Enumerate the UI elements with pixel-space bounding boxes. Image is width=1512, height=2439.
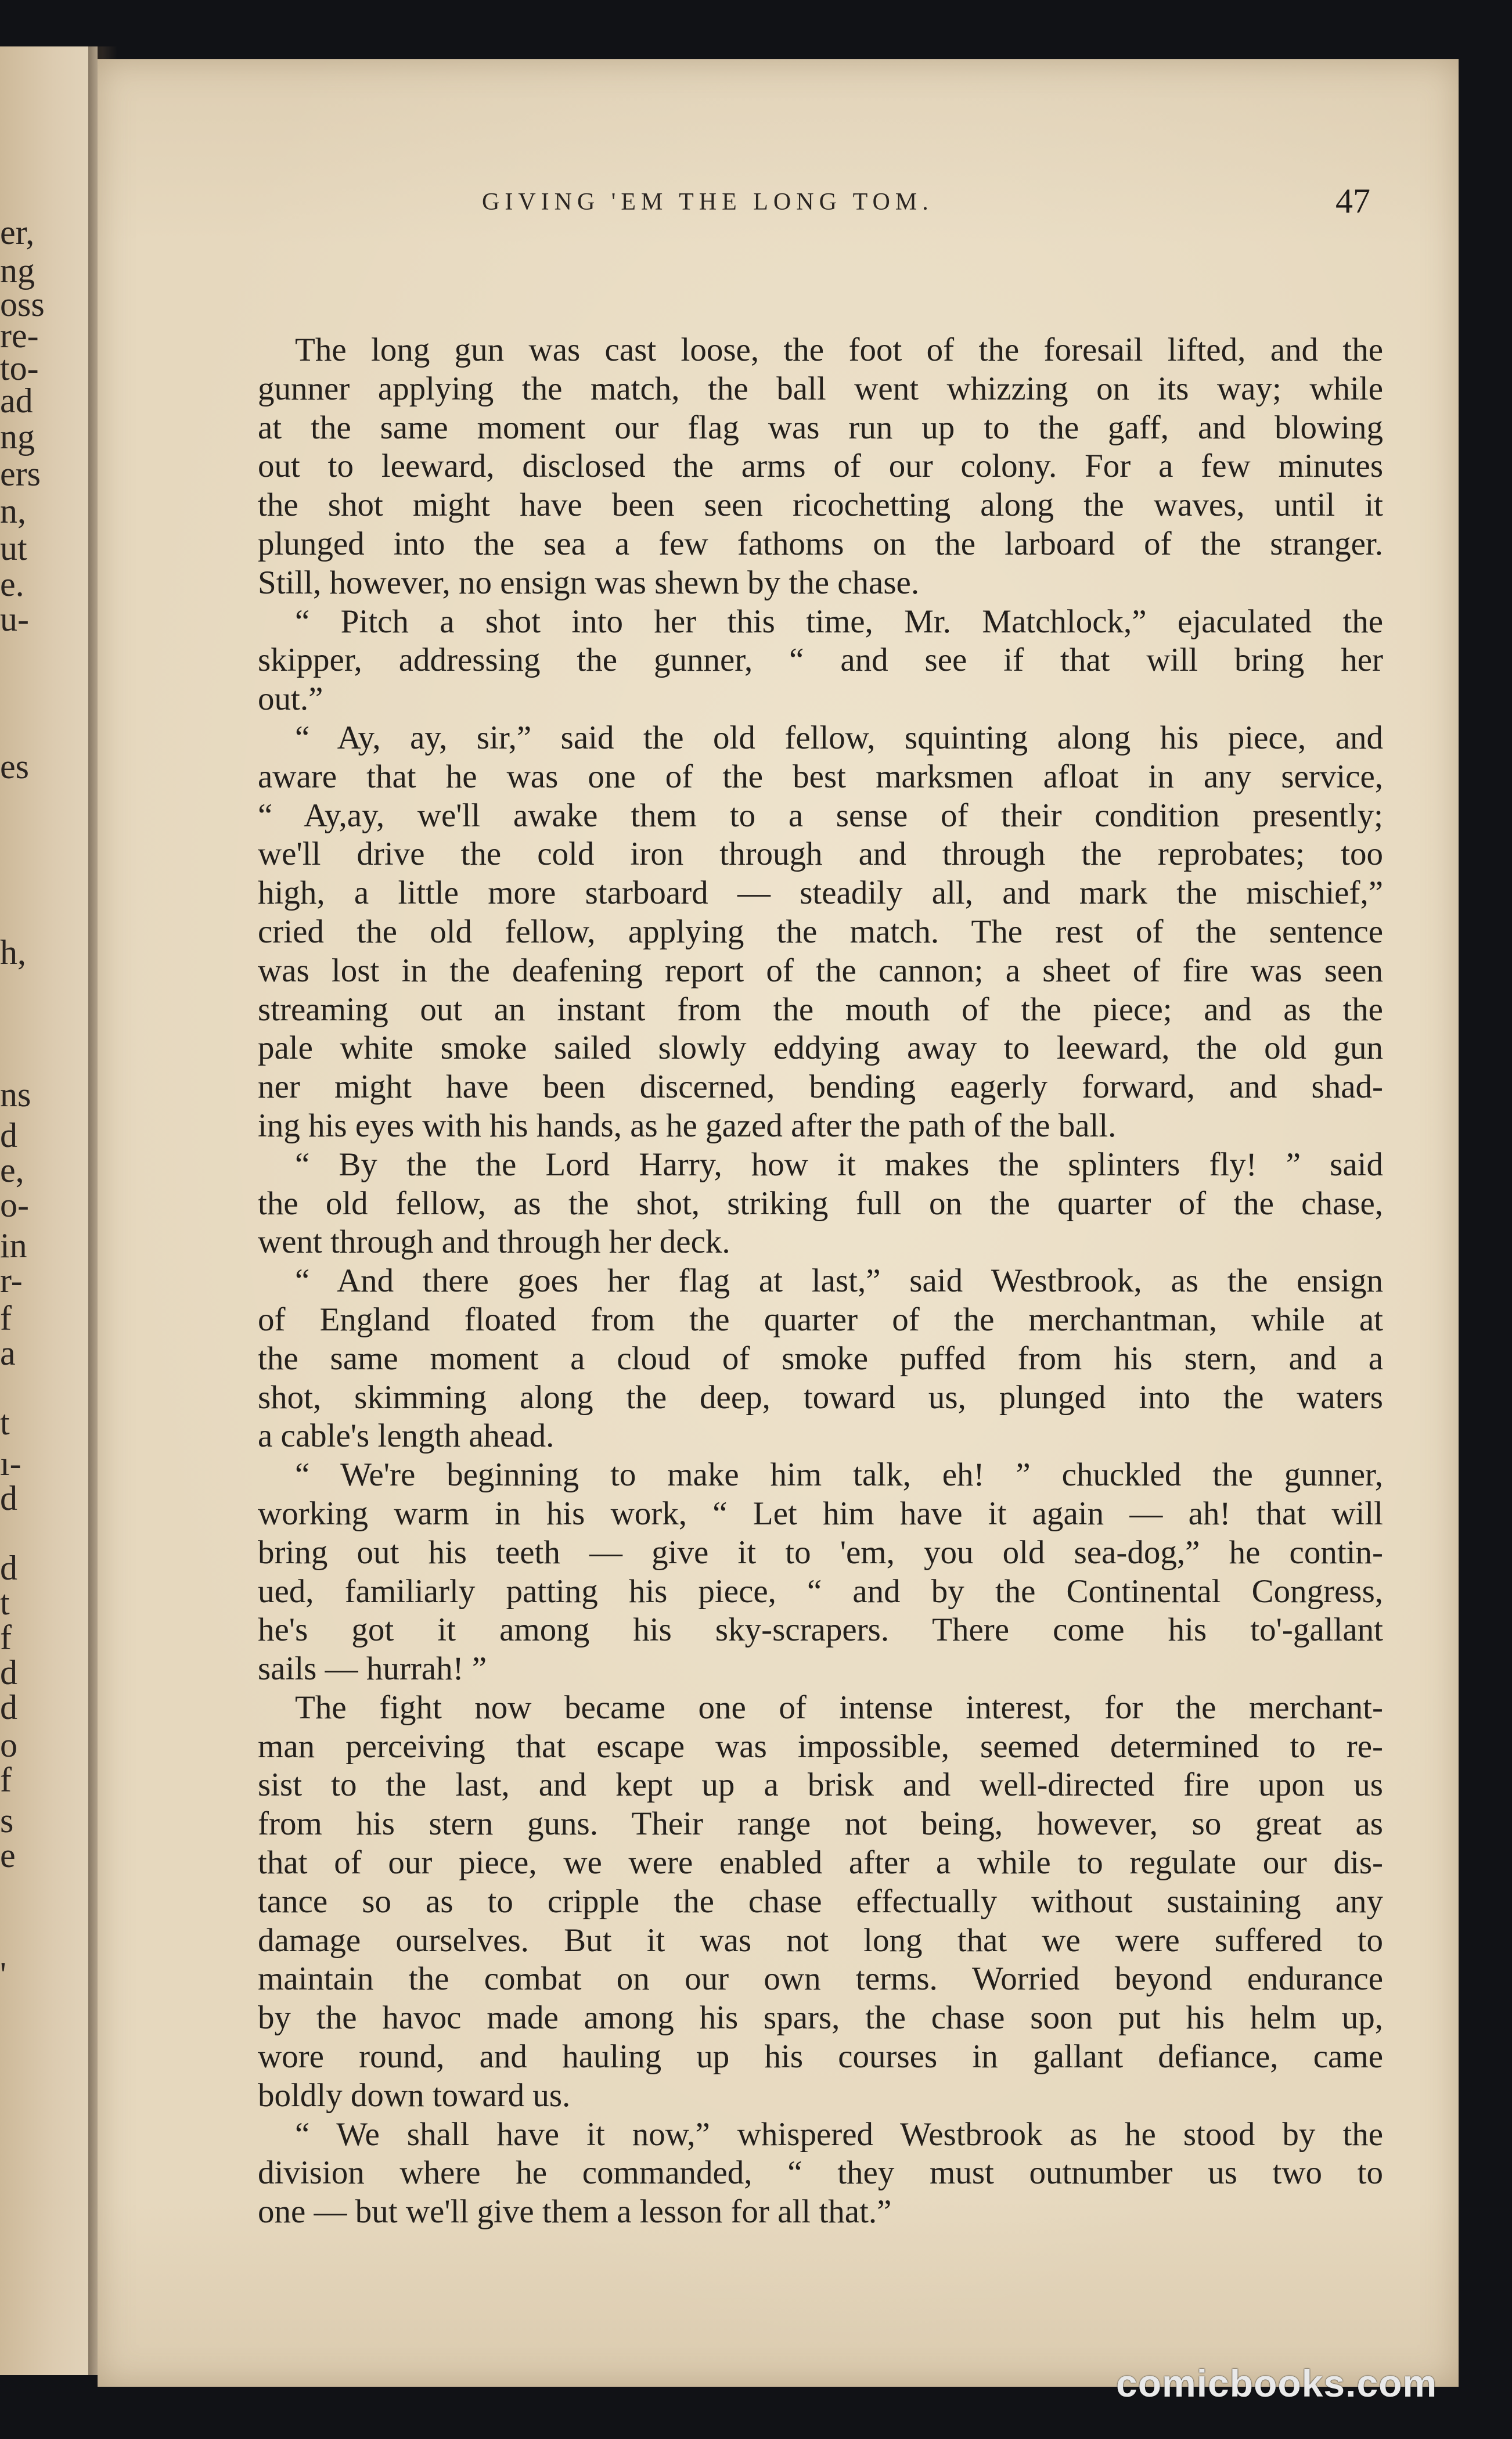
facing-page-fragment: in <box>0 1226 27 1265</box>
facing-page-text-fragments <box>0 46 98 2375</box>
facing-page-fragment: oss <box>0 285 45 323</box>
text-line: cried the old fellow, applying the match. The rest of the sentence <box>258 913 1383 950</box>
facing-page-fragment: o- <box>0 1186 29 1224</box>
text-line: The fight now became one of intense interest, for the merchant- <box>295 1689 1383 1726</box>
text-line: plunged into the sea a few fathoms on the larboard of the stranger. <box>258 525 1383 562</box>
text-line: sist to the last, and kept up a brisk and well-directed fire upon us <box>258 1767 1383 1804</box>
text-line: working warm in his work, “ Let him have it again — ah! that will <box>258 1495 1383 1532</box>
text-line: “ Pitch a shot into her this time, Mr. Matchlock,” ejaculated the <box>295 603 1383 640</box>
text-line: division where he commanded, “ they must outnumber us two to <box>258 2154 1383 2192</box>
facing-page-fragment: d <box>0 1549 17 1587</box>
text-line: of England floated from the quarter of the merchantman, while at <box>258 1301 1383 1338</box>
facing-page-fragment: to- <box>0 349 39 387</box>
text-line: the old fellow, as the shot, striking full on the quarter of the chase, <box>258 1185 1383 1222</box>
facing-page-fragment: o <box>0 1726 17 1764</box>
text-line: was lost in the deafening report of the cannon; a sheet of fire was seen <box>258 952 1383 989</box>
text-line: high, a little more starboard — steadily all, and mark the mischief,” <box>258 875 1383 912</box>
text-line: one — but we'll give them a lesson for all that.” <box>258 2193 892 2231</box>
facing-page-fragment: ers <box>0 455 41 493</box>
text-line: Still, however, no ensign was shewn by the chase. <box>258 564 920 601</box>
facing-page-fragment: re- <box>0 316 39 355</box>
facing-page-fragment: f <box>0 1299 12 1337</box>
text-line: streaming out an instant from the mouth of the piece; and as the <box>258 991 1383 1028</box>
facing-page-fragment: ut <box>0 529 27 567</box>
text-line: sails — hurrah! ” <box>258 1650 487 1688</box>
text-line: he's got it among his sky-scrapers. There come his to'-gallant <box>258 1611 1383 1649</box>
text-line: boldly down toward us. <box>258 2077 571 2114</box>
facing-page-fragment: ad <box>0 382 33 420</box>
text-line: “ And there goes her flag at last,” said Westbrook, as the ensign <box>295 1262 1383 1300</box>
text-line: wore round, and hauling up his courses in gallant defiance, came <box>258 2038 1383 2075</box>
facing-page-fragment: a <box>0 1334 16 1372</box>
facing-page-fragment: t <box>0 1404 10 1442</box>
facing-page-fragment: d <box>0 1688 17 1726</box>
facing-page-fragment: ng <box>0 251 35 290</box>
facing-page-fragment: e. <box>0 565 24 603</box>
text-line: the same moment a cloud of smoke puffed from his stern, and a <box>258 1340 1383 1377</box>
text-line: we'll drive the cold iron through and through the reprobates; too <box>258 836 1383 873</box>
site-watermark <box>1116 2361 1488 2413</box>
text-line: from his stern guns. Their range not being, however, so great as <box>258 1805 1383 1843</box>
text-line: “ By the the Lord Harry, how it makes the splinters fly! ” said <box>295 1146 1383 1183</box>
facing-page-fragment: e <box>0 1836 16 1875</box>
text-line: the shot might have been seen ricochetting along the waves, until it <box>258 487 1383 524</box>
facing-page-fragment: d <box>0 1116 17 1154</box>
text-line: damage ourselves. But it was not long that we were suffered to <box>258 1922 1383 1959</box>
text-line: out to leeward, disclosed the arms of our colony. For a few minutes <box>258 448 1383 485</box>
text-line: “ We shall have it now,” whispered Westbrook as he stood by the <box>295 2116 1383 2153</box>
facing-page-fragment: r- <box>0 1261 23 1300</box>
facing-page-fragment: ng <box>0 418 35 456</box>
facing-page-fragment: e, <box>0 1151 24 1189</box>
text-line: ing his eyes with his hands, as he gazed after the path of the ball. <box>258 1107 1117 1144</box>
text-line: went through and through her deck. <box>258 1224 730 1261</box>
text-line: “ Ay, ay, sir,” said the old fellow, squinting along his piece, and <box>295 719 1383 756</box>
text-line: that of our piece, we were enabled after a while to regulate our dis- <box>258 1844 1383 1882</box>
facing-page-fragment: ns <box>0 1075 31 1114</box>
facing-page-fragment: es <box>0 747 29 786</box>
text-line: The long gun was cast loose, the foot of the foresail lifted, and the <box>295 332 1383 368</box>
text-line: pale white smoke sailed slowly eddying away to leeward, the old gun <box>258 1030 1383 1067</box>
facing-page-fragment: f <box>0 1618 12 1657</box>
text-line: ued, familiarly patting his piece, “ and by the Continental Congress, <box>258 1573 1383 1610</box>
text-line: tance so as to cripple the chase effectually without sustaining any <box>258 1883 1383 1920</box>
text-line: skipper, addressing the gunner, “ and see if that will bring her <box>258 642 1383 679</box>
text-line: “ We're beginning to make him talk, eh! ” chuckled the gunner, <box>295 1456 1383 1494</box>
facing-page-fragment: d <box>0 1653 17 1692</box>
text-line: out.” <box>258 681 323 718</box>
facing-page-fragment: ı- <box>0 1444 21 1483</box>
text-line: man perceiving that escape was impossible, seemed determined to re- <box>258 1728 1383 1765</box>
facing-page-fragment: t <box>0 1584 10 1622</box>
facing-page-fragment: h, <box>0 933 26 972</box>
facing-page-fragment: n, <box>0 492 26 530</box>
text-line: “ Ay,ay, we'll awake them to a sense of their condition presently; <box>258 797 1383 834</box>
facing-page-fragment: u- <box>0 600 29 638</box>
watermark-text: comicbooks.com <box>1116 2362 1438 2405</box>
page-number: 47 <box>1335 182 1370 220</box>
text-line: bring out his teeth — give it to 'em, you old sea-dog,” he contin- <box>258 1534 1383 1571</box>
text-line: by the havoc made among his spars, the chase soon put his helm up, <box>258 1999 1383 2037</box>
text-line: maintain the combat on our own terms. Worried beyond endurance <box>258 1960 1383 1998</box>
text-line: shot, skimming along the deep, toward us, plunged into the waters <box>258 1379 1383 1416</box>
facing-page-fragment: s <box>0 1801 14 1840</box>
facing-page-edge <box>0 46 98 2375</box>
book-page <box>98 59 1459 2387</box>
text-line: ner might have been discerned, bending eagerly forward, and shad- <box>258 1069 1383 1106</box>
facing-page-fragment: ' <box>0 1955 6 1994</box>
facing-page-fragment: er, <box>0 213 35 251</box>
text-line: at the same moment our flag was run up to the gaff, and blowing <box>258 409 1383 446</box>
text-line: aware that he was one of the best marksmen afloat in any service, <box>258 758 1383 795</box>
body-text <box>258 331 1383 2232</box>
running-head: GIVING 'EM THE LONG TOM. <box>482 189 934 215</box>
facing-page-fragment: f <box>0 1761 12 1799</box>
text-line: gunner applying the match, the ball went whizzing on its way; while <box>258 370 1383 407</box>
facing-page-fragment: d <box>0 1479 17 1517</box>
text-line: a cable's length ahead. <box>258 1418 555 1455</box>
